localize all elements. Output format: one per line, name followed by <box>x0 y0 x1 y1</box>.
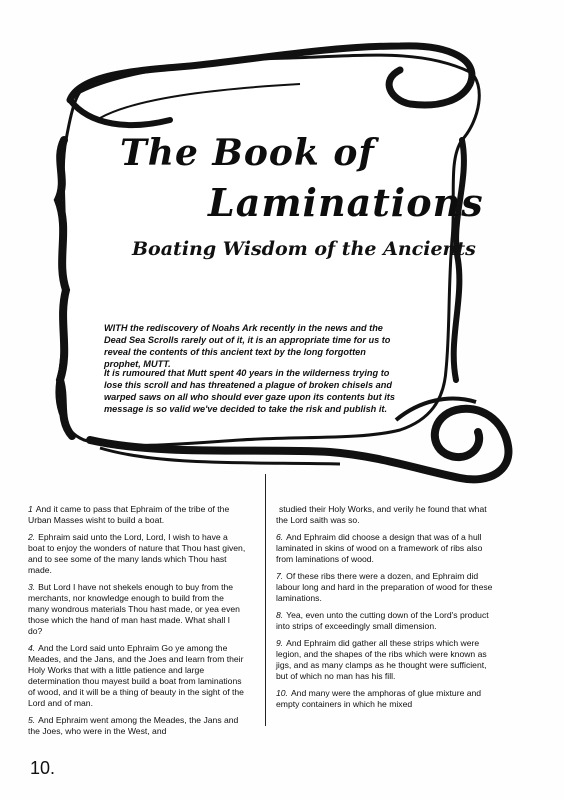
page-number: 10. <box>30 758 56 778</box>
left-column <box>28 504 246 743</box>
verse: 6. And Ephraim did choose a design that was of a hull laminated in skins of wood on a framework of ribs also from laminations of wood. <box>276 532 483 564</box>
verse: studied their Holy Works, and verily he found that what the Lord saith was so. <box>276 504 487 525</box>
verse: 9. And Ephraim did gather all these strips which were legion, and the shapes of the ribs which were known as jigs, and as many clamps as he thought were sufficient, but of which no man has his fill. <box>276 638 487 681</box>
subtitle: Boating Wisdom of the Ancients <box>132 238 476 260</box>
verse: 10. And many were the amphoras of glue mixture and empty containers in which he mixed <box>276 688 482 709</box>
verse: 2. Ephraim said unto the Lord, Lord, I wish to have a boat to enjoy the wonders of nature that Thou hast given, and to see some of the many lands which Thou hast made. <box>28 532 246 575</box>
verse: 4. And the Lord said unto Ephraim Go ye among the Meades, and the Jans, and the Joes and learn from their Holy Works that with a little patience and large determination thou mayest build a boat from laminations of wood, and it will be a thing of beauty in the sight of the Lord and of man. <box>28 643 244 708</box>
intro-paragraph-1: WITH the rediscovery of Noahs Ark recently in the news and the Dead Sea Scrolls rarely out of it, it is an appropriate time for us to reveal the contents of this ancient text by the long forgotten prophet, MUTT. <box>104 323 391 369</box>
verse: 3. But Lord I have not shekels enough to buy from the merchants, nor knowledge enough to build from the many wondrous materials Thou hast made, or yea even those which the hand of man hast made. What shall I do? <box>28 582 240 636</box>
column-divider <box>265 474 266 726</box>
verse: 5. And Ephraim went among the Meades, the Jans and the Joes, who were in the West, and <box>28 715 239 736</box>
title-line-2: Laminations <box>208 180 484 225</box>
verse: 1 And it came to pass that Ephraim of the tribe of the Urban Masses wisht to build a boat. <box>28 504 230 525</box>
right-column <box>276 504 494 716</box>
intro-paragraph-2: It is rumoured that Mutt spent 40 years in the wilderness trying to lose this scroll and has threatened a plague of broken chisels and warped saws on all who should ever gaze upon its contents but its message is so valid we've decided to take the risk and publish it. <box>104 368 395 414</box>
verse: 7. Of these ribs there were a dozen, and Ephraim did labour long and hard in the preparation of wood for these laminations. <box>276 571 493 603</box>
title-line-1: The Book of <box>120 132 375 174</box>
verse: 8. Yea, even unto the cutting down of the Lord's product into strips of exceedingly small dimension. <box>276 610 489 631</box>
